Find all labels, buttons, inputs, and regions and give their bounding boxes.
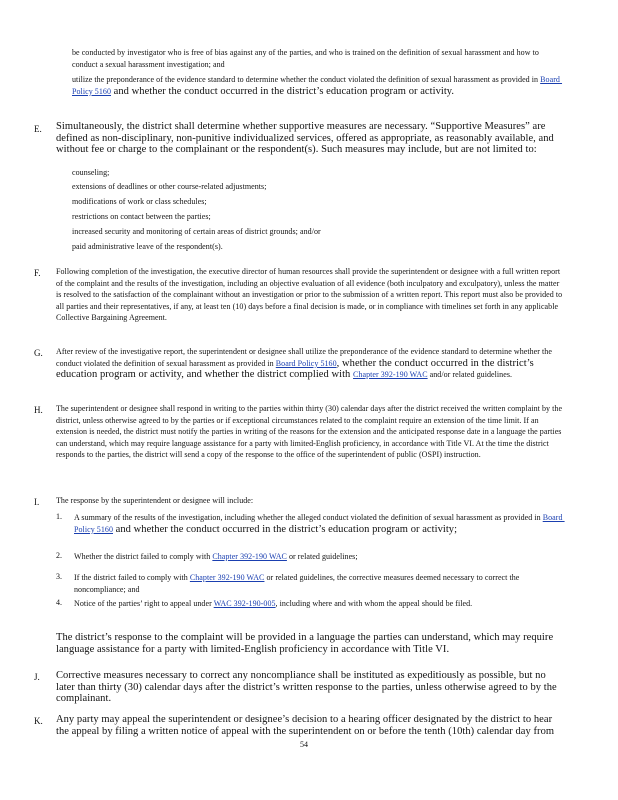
list-number: 2. [56, 551, 62, 560]
section-f-text: Following completion of the investigation, the executive director of human resources shall provide the superintendent or designee with a full written report of the complaint and the results of the investigation, including an objective evaluation of all evidence (both inculpatory and exculpatory), unless the matter is resolved to the satisfaction of the complainant without an investigation or prior to the submission of a written report. This report must also be provided to all parties and their representatives, if any, at least ten (10) days before a final decision is made, or in compliance with timelines set forth in any applicable Collective Bargaining Agreement. [56, 267, 563, 322]
response-list-item: If the district failed to comply with Chapter 392-190 WAC or related guidelines, the corrective measures deemed necessary to correct the noncompliance; and [74, 573, 522, 594]
section-g-text: After review of the investigative report, the superintendent or designee shall utilize the preponderance of the evidence standard to determine whether the conduct violated the definition of sexual harassment as provided in Board Policy 5160, whether the conduct occurred in the district’s education program or activity, and whether the district complied with Chapter 392-190 WAC and/or related guidelines. [56, 347, 555, 380]
board-policy-link[interactable]: Board Policy 5160 [72, 75, 563, 96]
citation-link[interactable]: WAC 392-190-005 [213, 599, 276, 608]
list-number: 1. [56, 512, 62, 521]
section-label-h: H. [34, 405, 43, 415]
top-bullet-2: utilize the preponderance of the evidence standard to determine whether the conduct violated the definition of sexual harassment as provided in Board Policy 5160 and whether the conduct occurred in the district’s education program or activity. [72, 75, 563, 97]
response-list-item: Whether the district failed to comply with Chapter 392-190 WAC or related guidelines; [74, 552, 358, 561]
citation-link[interactable]: Chapter 392-190 WAC [212, 552, 287, 561]
section-label-g: G. [34, 348, 43, 358]
supportive-measure-item: restrictions on contact between the parties; [72, 212, 211, 221]
supportive-measure-item: counseling; [72, 168, 110, 177]
section-k-text: Any party may appeal the superintendent or designee’s decision to a hearing officer designated by the district to hear the appeal by filing a written notice of appeal with the superintendent on or before the tenth (10th) calendar day from [56, 714, 555, 737]
board-policy-link[interactable]: Board Policy 5160 [275, 358, 337, 368]
section-label-i: I. [34, 497, 40, 507]
response-list-item: A summary of the results of the investigation, including whether the alleged conduct violated the definition of sexual harassment as provided in Board Policy 5160 and whether the conduct occurred in the district’s education program or activity; [74, 513, 565, 535]
section-label-k: K. [34, 716, 43, 726]
section-j-text: Corrective measures necessary to correct any noncompliance shall be instituted as expeditiously as possible, but no later than thirty (30) calendar days after the district’s written response to the parties, unless otherwise agreed to by the complainant. [56, 670, 560, 704]
supportive-measure-item: modifications of work or class schedules; [72, 197, 207, 206]
citation-link[interactable]: Chapter 392-190 WAC [189, 573, 265, 582]
section-i-intro: The response by the superintendent or designee will include: [56, 496, 254, 505]
section-h-text: The superintendent or designee shall respond in writing to the parties within thirty (30) calendar days after the district received the written complaint by the district, unless otherwise agreed to by the parties or if exceptional circumstances related to the complaint require an extension of the time limit. If an extension is needed, the district must notify the parties in writing of the reasons for the extension and the anticipated response date in a language the parties can understand, which may require language assistance for a party with limited-English proficiency, in accordance with Title VI. At the time the district responds to the parties, the district will send a copy of the response to the office of the superintendent of public (OSPI) instruction. [56, 404, 563, 459]
list-number: 3. [56, 572, 62, 581]
citation-link[interactable]: Board Policy 5160 [74, 513, 565, 534]
page-number: 54 [300, 740, 308, 749]
list-number: 4. [56, 598, 62, 607]
section-i-closing: The district’s response to the complaint will be provided in a language the parties can understand, which may require language assistance for a party with limited-English proficiency in accordance with Title VI. [56, 632, 556, 655]
supportive-measure-item: increased security and monitoring of certain areas of district grounds; and/or [72, 227, 321, 236]
response-list-item: Notice of the parties’ right to appeal under WAC 392-190-005, including where and with whom the appeal should be filed. [74, 599, 473, 608]
section-label-e: E. [34, 124, 42, 134]
top-bullet-1: be conducted by investigator who is free of bias against any of the parties, and who is trained on the definition of sexual harassment and how to conduct a sexual harassment investigation; and [72, 48, 541, 69]
section-label-j: J. [34, 672, 40, 682]
supportive-measure-item: extensions of deadlines or other course-related adjustments; [72, 182, 267, 191]
section-e-text: Simultaneously, the district shall determine whether supportive measures are necessary. “Supportive Measures” are defined as non-disciplinary, non-punitive individualized services, offered as appropriate, as reasonably available, and without fee or charge to the complainant or the respondent(s). Such measures may include, but are not limited to: [56, 121, 557, 155]
section-label-f: F. [34, 268, 41, 278]
wac-chapter-link[interactable]: Chapter 392-190 WAC [353, 370, 428, 379]
supportive-measure-item: paid administrative leave of the respondent(s). [72, 242, 223, 251]
